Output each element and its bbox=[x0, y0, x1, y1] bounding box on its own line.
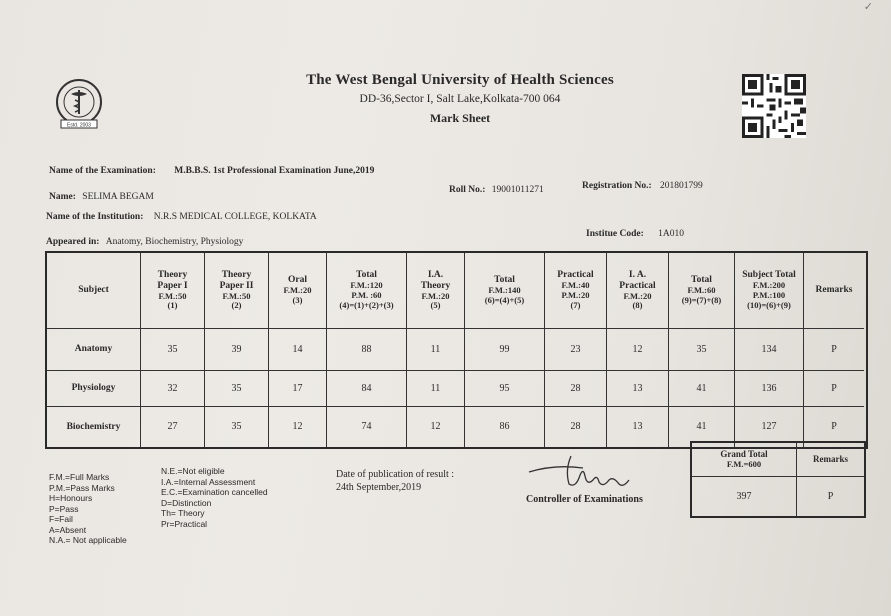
column-header-detail: (6)=(4)+(5) bbox=[484, 294, 525, 305]
appeared-field bbox=[46, 237, 243, 247]
mark-cell: 95 bbox=[465, 371, 545, 407]
mark-cell: P bbox=[804, 371, 864, 407]
mark-cell: 86 bbox=[465, 407, 545, 447]
mark-cell: 41 bbox=[669, 407, 735, 447]
column-header bbox=[407, 253, 465, 329]
column-header-title: Total bbox=[356, 270, 377, 281]
column-header-detail: P.M.:20 bbox=[561, 290, 590, 301]
mark-cell: 12 bbox=[407, 407, 465, 447]
institute-code-value: 1A010 bbox=[658, 229, 685, 239]
exam-label: Name of the Examination: bbox=[49, 166, 156, 176]
column-header-title: Theory Paper I bbox=[157, 269, 188, 291]
publication-label: Date of publication of result : bbox=[336, 469, 455, 480]
column-header-title: Remarks bbox=[815, 285, 853, 296]
roll-label: Roll No.: bbox=[449, 185, 486, 195]
exam-value: M.B.B.S. 1st Professional Examination June,2019 bbox=[174, 166, 375, 176]
subject-name: Physiology bbox=[47, 371, 141, 407]
university-address: DD-36,Sector I, Salt Lake,Kolkata-700 064 bbox=[359, 93, 561, 105]
mark-cell: P bbox=[831, 421, 837, 433]
column-header-title: Oral bbox=[288, 275, 307, 286]
mark-cell: 41 bbox=[669, 371, 735, 407]
column-header-detail: F.M.:60 bbox=[687, 285, 716, 296]
registration-field bbox=[582, 181, 703, 191]
legend-item: E.C.=Examination cancelled bbox=[161, 487, 268, 497]
legend-item: F=Fail bbox=[49, 514, 73, 524]
mark-cell: 14 bbox=[269, 329, 327, 371]
column-header-detail: (8) bbox=[632, 300, 643, 311]
mark-cell: 28 bbox=[545, 407, 607, 447]
column-header bbox=[669, 253, 735, 329]
column-header-title: I. A. Practical bbox=[619, 269, 656, 291]
column-header-detail: F.M.:20 bbox=[283, 285, 312, 296]
appeared-label: Appeared in: bbox=[46, 237, 100, 247]
column-header-title: Total bbox=[691, 275, 712, 286]
legend-item: N.A.= Not applicable bbox=[49, 535, 127, 545]
grand-total-fm: F.M.=600 bbox=[726, 458, 762, 469]
subject-name: Anatomy bbox=[47, 329, 141, 371]
mark-cell: 13 bbox=[607, 371, 669, 407]
legend-abbreviations bbox=[49, 472, 127, 546]
letterhead bbox=[300, 72, 620, 126]
name-value: SELIMA BEGAM bbox=[82, 192, 154, 202]
legend-item: P=Pass bbox=[49, 503, 79, 514]
publication-info bbox=[336, 468, 454, 494]
mark-cell: 17 bbox=[269, 371, 327, 407]
mark-cell: 23 bbox=[545, 329, 607, 371]
column-header bbox=[205, 253, 269, 329]
column-header-detail: (1) bbox=[167, 300, 178, 311]
publication-date: 24th September,2019 bbox=[336, 482, 422, 493]
university-name: The West Bengal University of Health Sciences bbox=[306, 72, 614, 88]
column-header-detail: (3) bbox=[292, 294, 303, 305]
column-header-detail: (7) bbox=[570, 299, 581, 310]
marks-grid bbox=[47, 253, 866, 447]
column-header bbox=[465, 253, 545, 329]
column-header-detail: (9)=(7)+(8) bbox=[681, 294, 722, 305]
column-header-detail: F.M.:120 bbox=[350, 280, 383, 291]
column-header-detail: F.M.:140 bbox=[488, 285, 521, 296]
institute-code-field bbox=[586, 229, 684, 239]
column-header-detail: F.M.:20 bbox=[623, 290, 652, 301]
roll-value: 19001011271 bbox=[491, 185, 544, 195]
column-header bbox=[47, 253, 141, 329]
institute-code-label: Institue Code: bbox=[586, 229, 644, 239]
column-header-title: Total bbox=[494, 275, 515, 286]
column-header bbox=[327, 253, 407, 329]
grand-total-remarks-header: Remarks bbox=[797, 443, 864, 477]
column-header-detail: F.M.:50 bbox=[222, 290, 251, 301]
exam-field bbox=[49, 166, 374, 176]
mark-cell: 74 bbox=[327, 407, 407, 447]
column-header-title: Practical bbox=[557, 270, 594, 281]
mark-cell: 12 bbox=[269, 407, 327, 447]
institution-field bbox=[46, 212, 317, 222]
mark-cell: P bbox=[804, 329, 864, 371]
document-title: Mark Sheet bbox=[429, 111, 491, 125]
mark-cell: 84 bbox=[327, 371, 407, 407]
svg-text:Estd. 2003: Estd. 2003 bbox=[67, 122, 91, 129]
legend-item: F.M.=Full Marks bbox=[49, 472, 110, 482]
legend-abbreviations-2 bbox=[161, 466, 268, 529]
registration-value: 201801799 bbox=[660, 181, 703, 191]
mark-cell: 35 bbox=[205, 407, 269, 447]
marks-table bbox=[45, 251, 868, 449]
column-header-detail: F.M.:20 bbox=[421, 290, 450, 301]
name-label: Name: bbox=[49, 192, 76, 202]
institution-value: N.R.S MEDICAL COLLEGE, KOLKATA bbox=[153, 212, 317, 222]
grand-total-header bbox=[692, 443, 797, 477]
mark-cell: 99 bbox=[465, 329, 545, 371]
mark-cell: 35 bbox=[205, 371, 269, 407]
column-header-title: Subject Total bbox=[742, 270, 796, 281]
column-header-detail: (4)=(1)+(2)+(3) bbox=[339, 299, 394, 310]
mark-cell: 13 bbox=[607, 407, 669, 447]
grand-total-table bbox=[690, 441, 866, 518]
column-header-detail: (5) bbox=[430, 300, 441, 311]
mark-cell: 11 bbox=[407, 329, 465, 371]
legend-item: N.E.=Not eligible bbox=[161, 466, 225, 476]
grand-total-label: Grand Total bbox=[720, 449, 768, 460]
grand-total-value: 397 bbox=[692, 477, 797, 516]
legend-item: A=Absent bbox=[49, 524, 87, 535]
column-header-detail: P.M. :60 bbox=[351, 290, 382, 301]
column-header bbox=[607, 253, 669, 329]
grand-total-remark: P bbox=[827, 490, 834, 502]
column-header bbox=[141, 253, 205, 329]
mark-cell: 35 bbox=[141, 329, 205, 371]
mark-cell: 39 bbox=[205, 329, 269, 371]
column-header-detail: F.M.:40 bbox=[561, 280, 590, 291]
qr-code-icon bbox=[742, 74, 806, 138]
mark-cell: 35 bbox=[669, 329, 735, 371]
mark-cell: 127 bbox=[735, 407, 804, 447]
registration-label: Registration No.: bbox=[582, 181, 652, 191]
column-header bbox=[545, 253, 607, 329]
university-seal-icon bbox=[47, 78, 111, 132]
page-corner-mark: ✓ bbox=[863, 1, 873, 13]
column-header bbox=[735, 253, 804, 329]
mark-cell: 28 bbox=[545, 371, 607, 407]
mark-cell: 134 bbox=[735, 329, 804, 371]
mark-cell: 32 bbox=[141, 371, 205, 407]
legend-item: H=Honours bbox=[49, 493, 93, 503]
column-header-title: Subject bbox=[78, 285, 109, 296]
institution-label: Name of the Institution: bbox=[46, 212, 144, 222]
mark-cell: 12 bbox=[607, 329, 669, 371]
column-header-title: I.A. Theory bbox=[420, 269, 451, 291]
column-header-detail: (2) bbox=[231, 300, 242, 311]
controller-signature bbox=[525, 450, 635, 496]
mark-cell: 136 bbox=[735, 371, 804, 407]
name-field bbox=[49, 192, 154, 202]
legend-item: Th= Theory bbox=[161, 508, 205, 518]
controller-label: Controller of Examinations bbox=[526, 494, 643, 505]
column-header bbox=[804, 253, 864, 329]
legend-item: Pr=Practical bbox=[161, 518, 208, 529]
column-header-detail: (10)=(6)+(9) bbox=[747, 299, 791, 310]
column-header-detail: F.M.:200 bbox=[752, 280, 786, 291]
column-header bbox=[269, 253, 327, 329]
appeared-value: Anatomy, Biochemistry, Physiology bbox=[105, 237, 244, 247]
legend-item: P.M.=Pass Marks bbox=[49, 482, 115, 493]
mark-cell: 27 bbox=[141, 407, 205, 447]
legend-item: I.A.=Internal Assessment bbox=[161, 476, 256, 487]
column-header-detail: P.M.:100 bbox=[752, 290, 786, 301]
subject-name: Biochemistry bbox=[47, 407, 141, 447]
roll-field bbox=[449, 185, 544, 195]
legend-item: D=Distinction bbox=[161, 497, 212, 508]
column-header-detail: F.M.:50 bbox=[158, 290, 187, 301]
mark-cell: 88 bbox=[327, 329, 407, 371]
column-header-title: Theory Paper II bbox=[219, 269, 254, 291]
mark-cell: 11 bbox=[407, 371, 465, 407]
